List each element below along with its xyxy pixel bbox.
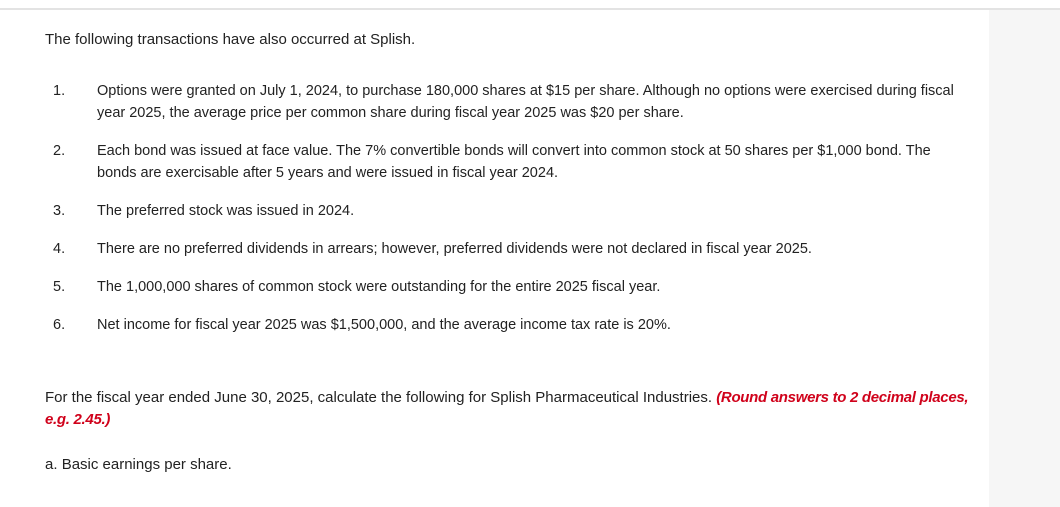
subquestion-letter: a. (45, 456, 58, 473)
subquestion-text: Basic earnings per share. (61, 456, 232, 473)
list-item-number: 2. (53, 143, 66, 159)
question-body: For the fiscal year ended June 30, 2025, calculate the following for Splish Pharmaceutical Industries. (45, 389, 713, 406)
list-item-text: The preferred stock was issued in 2024. (97, 203, 355, 219)
list-item (45, 140, 960, 200)
list-item (45, 276, 960, 314)
list-item (45, 200, 960, 238)
list-item-text: Options were granted on July 1, 2024, to purchase 180,000 shares at $15 per share. Although no options were exercised during fiscal year 2025, the average price per common share during fiscal year 2025 was $20 per share. (97, 83, 954, 121)
list-item-text: Net income for fiscal year 2025 was $1,500,000, and the average income tax rate is 20%. (97, 317, 671, 333)
list-item-text: The 1,000,000 shares of common stock were outstanding for the entire 2025 fiscal year. (97, 279, 661, 295)
list-item (45, 314, 960, 352)
intro-text: The following transactions have also occurred at Splish. (45, 31, 416, 48)
list-item-text: There are no preferred dividends in arrears; however, preferred dividends were not declared in fiscal year 2025. (97, 241, 812, 257)
right-gutter (989, 10, 1060, 507)
list-item-number: 6. (53, 317, 66, 333)
list-item-number: 4. (53, 241, 66, 257)
subquestion (45, 454, 232, 476)
list-item (45, 238, 960, 276)
question-text (45, 387, 985, 431)
list-item (45, 80, 960, 140)
list-item-number: 3. (53, 203, 66, 219)
list-item-text: Each bond was issued at face value. The 7% convertible bonds will convert into common stock at 50 shares per $1,000 bond. The bonds are exercisable after 5 years and were issued in fiscal year 2024. (97, 143, 931, 181)
rounding-hint: (Round answers to 2 decimal places, e.g. 2.45.) (45, 389, 969, 428)
list-item-number: 5. (53, 279, 66, 295)
list-item-number: 1. (53, 83, 66, 99)
transaction-list (45, 80, 960, 352)
